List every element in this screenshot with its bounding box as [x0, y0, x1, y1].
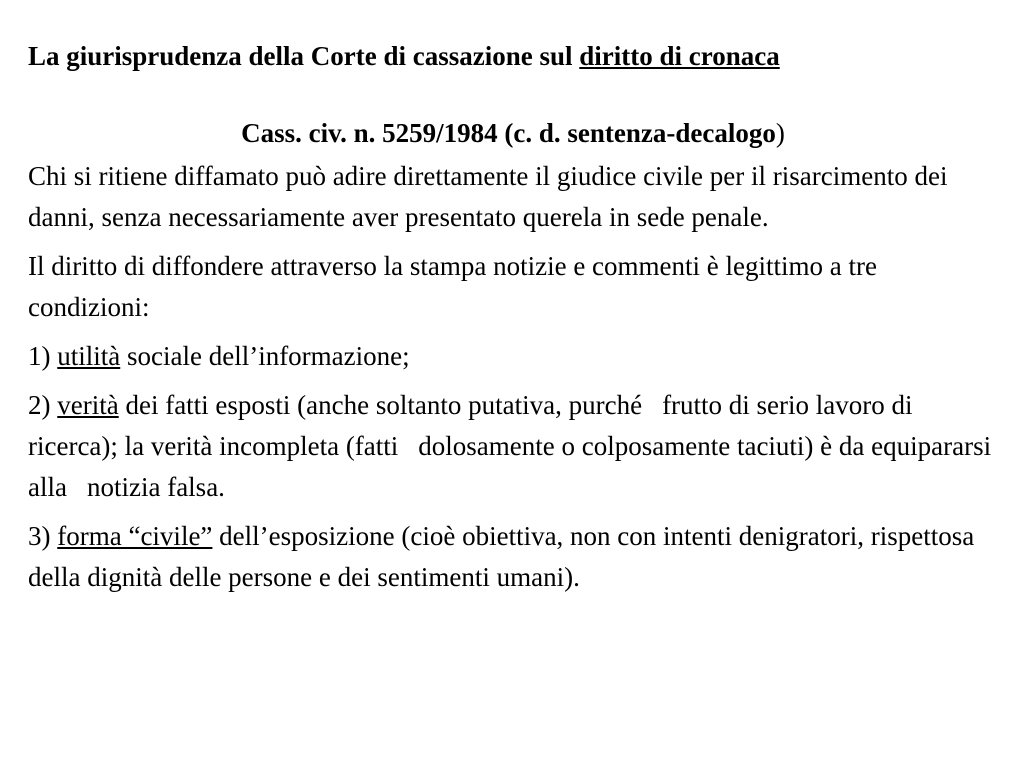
condition-2-text-d: notizia falsa. [86, 471, 225, 502]
condition-3-keyword: forma “civile” [57, 520, 213, 551]
paragraph-civil-action: Chi si ritiene diffamato può adire direttamente il giudice civile per il risarcimento dei danni, senza necessariamente aver presentato querela in sede penale. [28, 160, 948, 232]
condition-2-text-b: frutto di serio lavoro di ricerca); la verità incompleta (fatti [28, 389, 913, 461]
condition-1-text: sociale dell’informazione; [120, 340, 410, 371]
condition-2-text-a: dei fatti esposti (anche soltanto putativa, purché [118, 389, 643, 420]
condition-1-number: 1) [28, 340, 58, 371]
title-underlined: diritto di cronaca [579, 41, 780, 71]
condition-2-number: 2) [28, 389, 58, 420]
case-citation [28, 117, 998, 149]
condition-2 [28, 385, 998, 508]
condition-1-keyword: utilità [57, 340, 121, 371]
condition-3 [28, 516, 998, 598]
paragraph-conditions-intro: Il diritto di diffondere attraverso la stampa notizie e commenti è legittimo a tre condizioni: [28, 250, 877, 322]
condition-2-text-c: dolosamente o colposamente taciuti) è da equipararsi alla [28, 430, 992, 502]
slide-title [28, 40, 998, 72]
title-prefix: La giurisprudenza della Corte di cassazione sul [28, 41, 580, 71]
condition-3-text: dell’esposizione (cioè obiettiva, non con intenti denigratori, rispettosa della dignità delle persone e dei sentimenti umani). [28, 520, 975, 592]
condition-3-number: 3) [28, 520, 58, 551]
condition-2-keyword: verità [57, 389, 119, 420]
slide [28, 40, 998, 598]
case-citation-close: ) [775, 118, 785, 149]
condition-1 [28, 336, 998, 377]
case-citation-main: Cass. civ. n. 5259/1984 (c. d. sentenza-decalogo [241, 118, 776, 149]
